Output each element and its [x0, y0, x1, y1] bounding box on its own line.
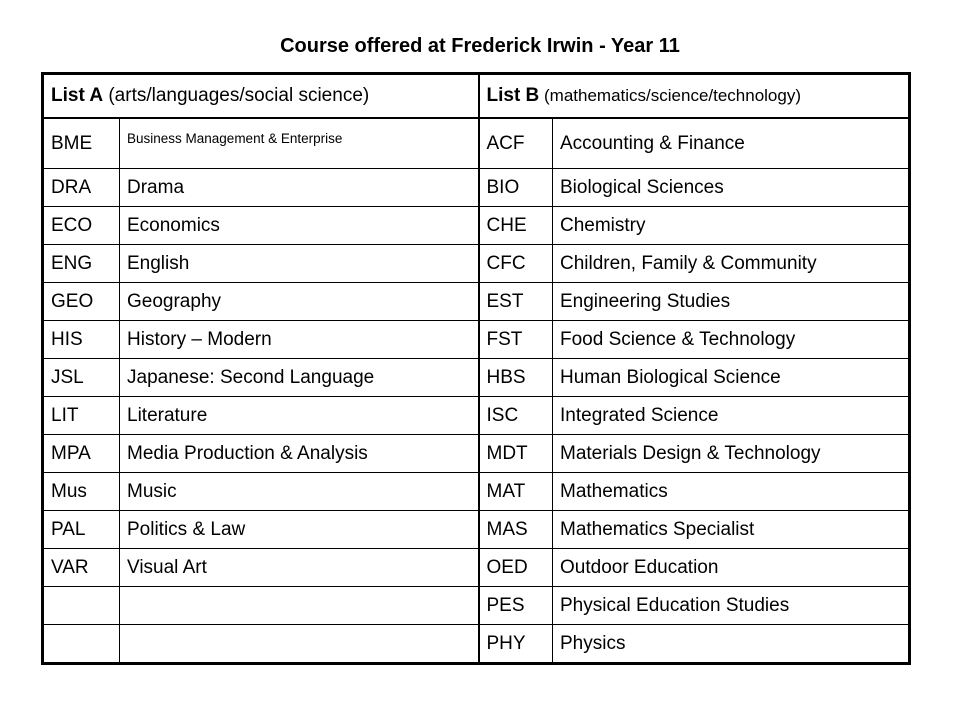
list-b-course-code: CFC	[479, 245, 553, 283]
table-row	[43, 207, 910, 245]
list-a-course-code	[43, 625, 120, 664]
list-b-course-name: Children, Family & Community	[553, 245, 910, 283]
table-row	[43, 245, 910, 283]
course-table	[41, 72, 911, 665]
list-a-course-code: LIT	[43, 397, 120, 435]
course-table-body	[43, 74, 910, 664]
list-a-course-name: Economics	[120, 207, 479, 245]
list-a-course-name: Geography	[120, 283, 479, 321]
list-b-course-name: Engineering Studies	[553, 283, 910, 321]
table-row	[43, 549, 910, 587]
table-row	[43, 435, 910, 473]
list-a-course-name	[120, 625, 479, 664]
list-a-course-name: English	[120, 245, 479, 283]
list-a-course-code: ENG	[43, 245, 120, 283]
list-a-course-name: History – Modern	[120, 321, 479, 359]
list-b-course-name: Outdoor Education	[553, 549, 910, 587]
list-b-course-code: EST	[479, 283, 553, 321]
list-b-course-code: OED	[479, 549, 553, 587]
list-b-course-name: Human Biological Science	[553, 359, 910, 397]
list-a-heading-label: List A	[51, 85, 104, 106]
list-b-course-name: Accounting & Finance	[553, 118, 910, 169]
page-title: Course offered at Frederick Irwin - Year 11	[280, 35, 680, 57]
list-a-course-name: Literature	[120, 397, 479, 435]
list-a-course-name: Drama	[120, 169, 479, 207]
table-row	[43, 359, 910, 397]
list-b-course-name: Materials Design & Technology	[553, 435, 910, 473]
table-row	[43, 169, 910, 207]
list-b-course-code: HBS	[479, 359, 553, 397]
list-a-course-name: Music	[120, 473, 479, 511]
list-b-heading-label: List B	[486, 85, 540, 106]
list-b-header	[479, 74, 910, 119]
list-a-course-name: Visual Art	[120, 549, 479, 587]
list-a-heading-description: (arts/languages/social science)	[103, 85, 370, 106]
list-b-course-code: ISC	[479, 397, 553, 435]
list-b-course-code: PES	[479, 587, 553, 625]
list-b-course-name: Physical Education Studies	[553, 587, 910, 625]
list-b-course-name: Mathematics Specialist	[553, 511, 910, 549]
list-a-course-name: Politics & Law	[120, 511, 479, 549]
table-row	[43, 587, 910, 625]
list-a-course-code: PAL	[43, 511, 120, 549]
list-a-course-code: JSL	[43, 359, 120, 397]
table-row	[43, 118, 910, 169]
list-b-course-code: MDT	[479, 435, 553, 473]
list-b-course-name: Mathematics	[553, 473, 910, 511]
list-b-course-code: MAT	[479, 473, 553, 511]
list-b-course-name: Integrated Science	[553, 397, 910, 435]
list-a-course-code: GEO	[43, 283, 120, 321]
list-a-course-code: HIS	[43, 321, 120, 359]
table-row	[43, 321, 910, 359]
table-row	[43, 397, 910, 435]
list-b-course-code: MAS	[479, 511, 553, 549]
table-header-row	[43, 74, 910, 119]
list-b-heading-description: (mathematics/science/technology)	[539, 86, 802, 105]
table-row	[43, 511, 910, 549]
list-a-course-name: Business Management & Enterprise	[120, 118, 479, 169]
list-a-course-code: ECO	[43, 207, 120, 245]
list-b-course-name: Food Science & Technology	[553, 321, 910, 359]
list-a-course-name: Media Production & Analysis	[120, 435, 479, 473]
list-b-course-code: ACF	[479, 118, 553, 169]
list-b-course-name: Chemistry	[553, 207, 910, 245]
list-a-course-code: MPA	[43, 435, 120, 473]
table-row	[43, 625, 910, 664]
list-a-course-code: BME	[43, 118, 120, 169]
list-a-course-code: Mus	[43, 473, 120, 511]
list-a-header	[43, 74, 479, 119]
list-a-course-code	[43, 587, 120, 625]
list-b-course-code: PHY	[479, 625, 553, 664]
list-b-course-code: BIO	[479, 169, 553, 207]
list-b-course-name: Physics	[553, 625, 910, 664]
list-b-course-name: Biological Sciences	[553, 169, 910, 207]
table-row	[43, 473, 910, 511]
list-b-course-code: CHE	[479, 207, 553, 245]
list-a-course-name	[120, 587, 479, 625]
list-a-course-code: VAR	[43, 549, 120, 587]
list-a-course-name: Japanese: Second Language	[120, 359, 479, 397]
table-row	[43, 283, 910, 321]
list-b-course-code: FST	[479, 321, 553, 359]
list-a-course-code: DRA	[43, 169, 120, 207]
